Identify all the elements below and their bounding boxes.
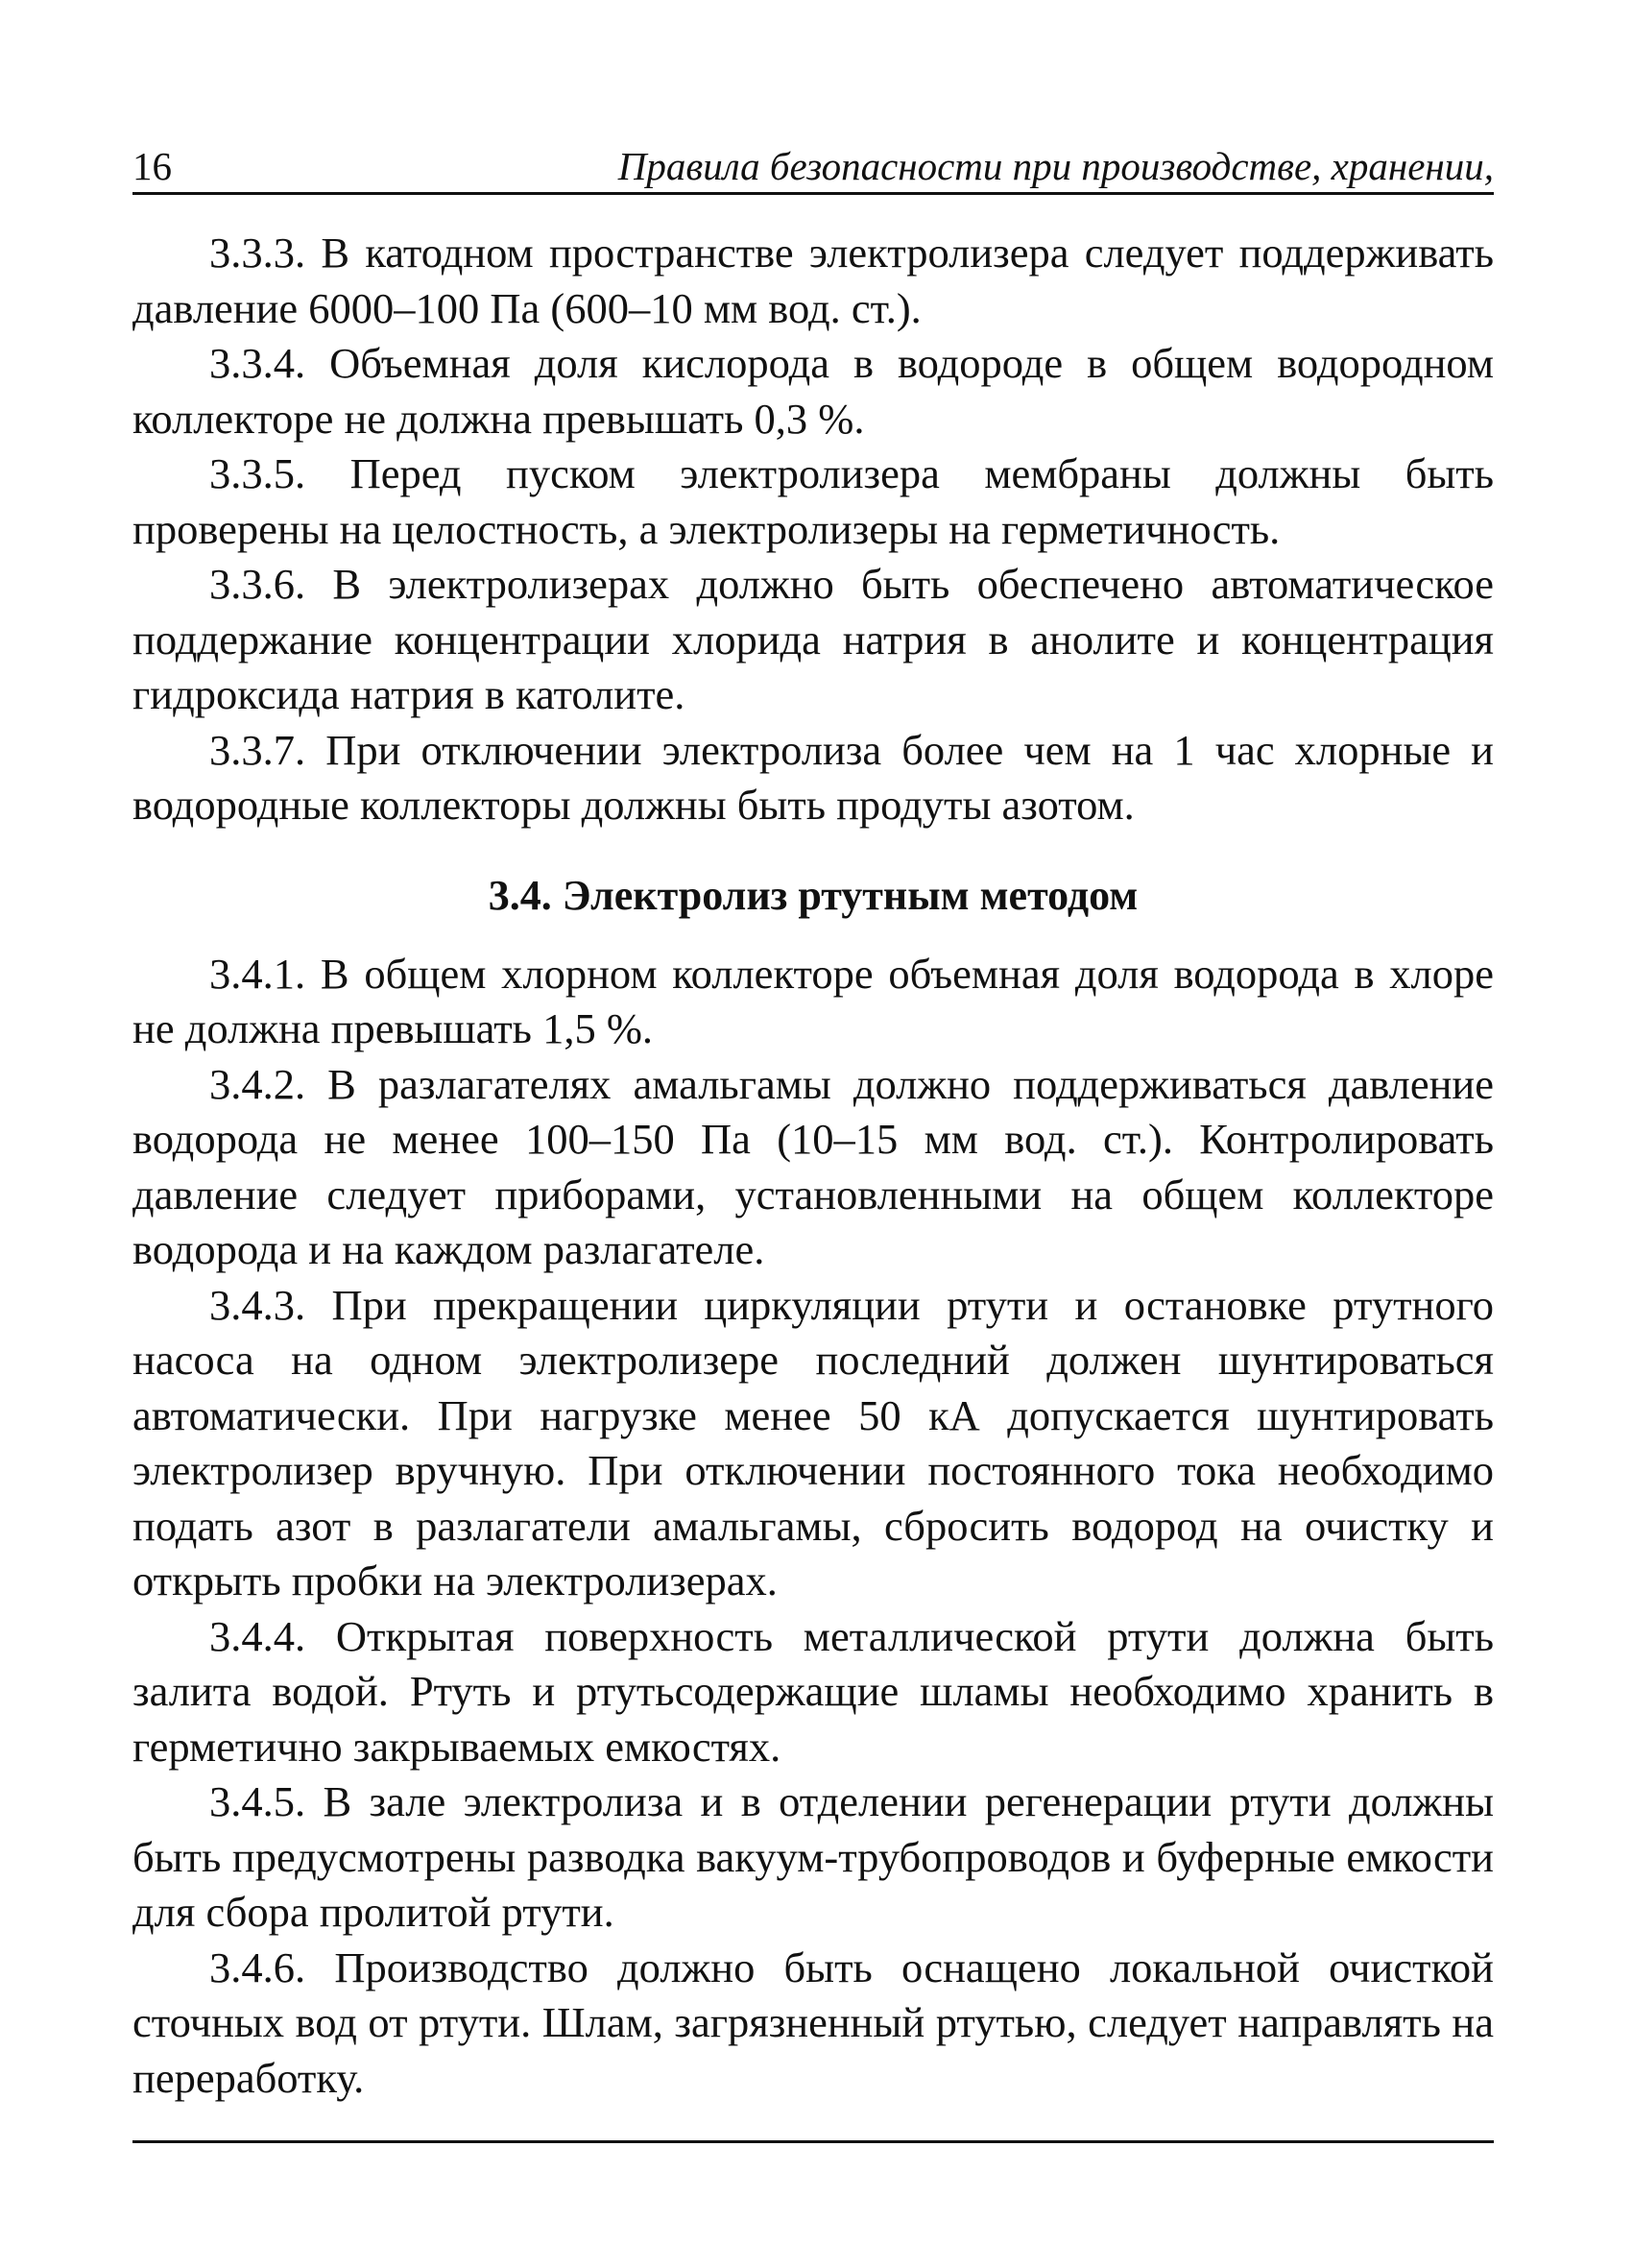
document-page [132,144,1494,2143]
running-title: Правила безопасности при производстве, хранении, [617,144,1494,188]
footer-divider [132,2140,1494,2143]
section-heading: 3.4. Электролиз ртутным методом [488,871,1139,919]
paragraph-3-3-5: 3.3.5. Перед пуском электролизера мембраны должны быть проверены на целостность, а электролизеры на герметичность. [132,449,1494,553]
body-text [132,226,1494,2106]
paragraph-3-3-7: 3.3.7. При отключении электролиза более чем на 1 час хлорные и водородные коллекторы должны быть продуты азотом. [132,725,1494,829]
paragraph-3-3-6: 3.3.6. В электролизерах должно быть обеспечено автоматическое поддержание концентрации хлорида натрия в анолите и концентрация гидроксида натрия в католите. [132,560,1494,718]
paragraph-3-4-4: 3.4.4. Открытая поверхность металлической ртути должна быть залита водой. Ртуть и ртутьсодержащие шламы необходимо хранить в герметично закрываемых емкостях. [132,1611,1494,1771]
paragraph-3-4-5: 3.4.5. В зале электролиза и в отделении регенерации ртути должны быть предусмотрены разводка вакуум-трубопроводов и буферные емкости для сбора пролитой ртути. [132,1777,1494,1936]
paragraph-3-3-4: 3.3.4. Объемная доля кислорода в водороде в общем водородном коллекторе не должна превышать 0,3 %. [132,339,1494,443]
paragraph-3-4-2: 3.4.2. В разлагателях амальгамы должно поддерживаться давление водорода не менее 100–150 Па (10–15 мм вод. ст.). Контролировать давление следует приборами, установленными на общем коллекторе водорода и на каждом разлагателе. [132,1059,1494,1273]
paragraph-3-4-6: 3.4.6. Производство должно быть оснащено локальной очисткой сточных вод от ртути. Шлам, загрязненный ртутью, следует направлять на переработку. [132,1942,1494,2102]
running-header [132,144,1494,195]
paragraph-3-3-3: 3.3.3. В катодном пространстве электролизера следует поддерживать давление 6000–100 Па (600–10 мм вод. ст.). [132,229,1494,332]
page-number: 16 [132,144,172,188]
paragraph-3-4-1: 3.4.1. В общем хлорном коллекторе объемная доля водорода в хлоре не должна превышать 1,5 %. [132,949,1494,1052]
paragraph-3-4-3: 3.4.3. При прекращении циркуляции ртути и остановке ртутного насоса на одном электролизере последний должен шунтироваться автоматически. При нагрузке менее 50 кА допускается шунтировать электролизер вручную. При отключении постоянного тока необходимо подать азот в разлагатели амальгамы, сбросить водород на очистку и открыть пробки на электролизерах. [132,1280,1494,1604]
